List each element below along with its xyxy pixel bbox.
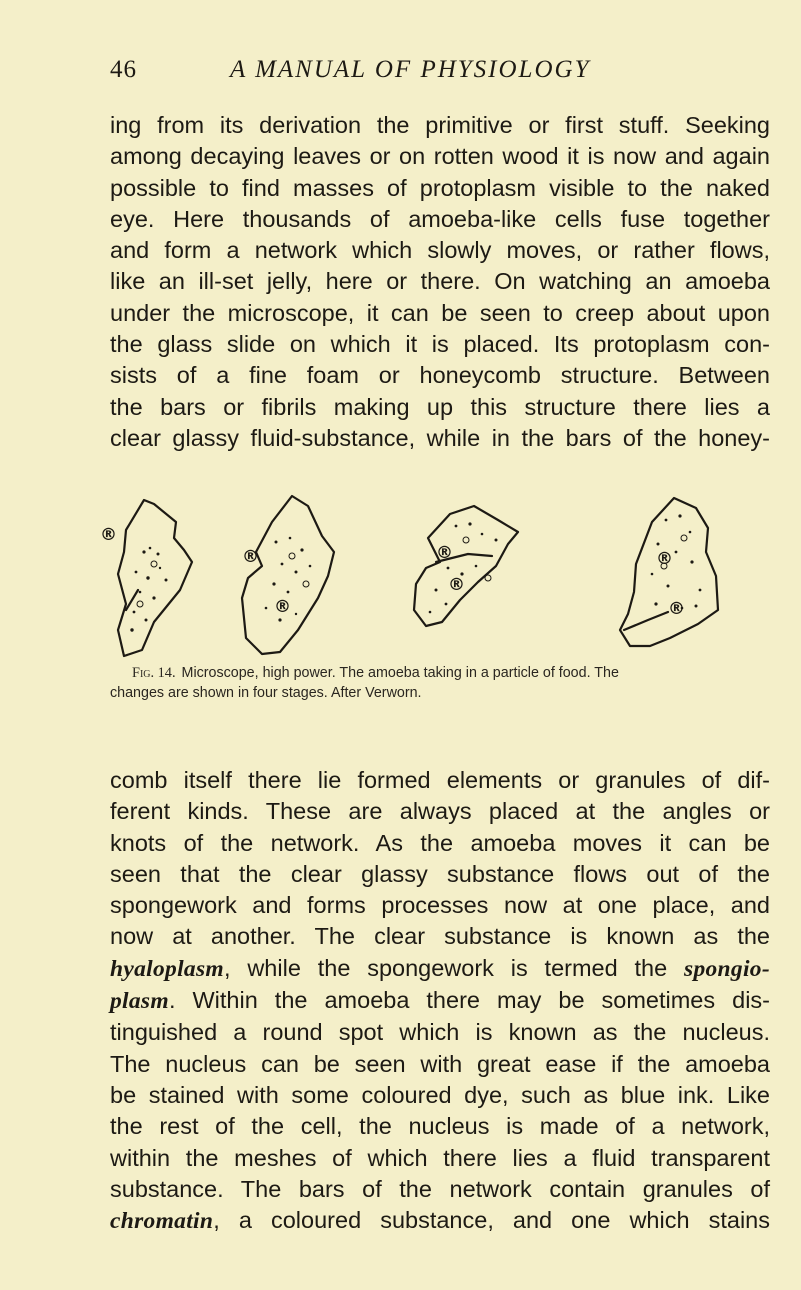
amoeba-outline-3 — [414, 506, 518, 626]
food-particle-icon: ® — [668, 599, 685, 619]
amoeba-stage-2 — [242, 496, 334, 654]
food-particle-icon: ® — [448, 575, 465, 595]
amoeba-outline-4 — [624, 612, 668, 630]
caption-line-1: Microscope, high power. The amoeba taking in a particle of food. The — [181, 665, 619, 681]
text-line: and form a network which slowly moves, or rather flows, — [110, 237, 770, 264]
text-line: possible to find masses of protoplasm visible to the naked — [110, 174, 770, 201]
amoeba-outline-1 — [118, 500, 192, 656]
text-line: sists of a fine foam or honeycomb structure. Between — [110, 362, 770, 389]
text-line: clear glassy fluid-substance, while in the bars of the honey- — [110, 424, 770, 451]
figure-caption — [110, 663, 770, 703]
amoeba-outline-4 — [620, 498, 718, 646]
text-line — [110, 953, 770, 985]
text-line — [110, 921, 770, 952]
food-particle-icon: ® — [242, 547, 259, 567]
granule-rings — [137, 535, 687, 607]
text-line — [110, 1143, 770, 1174]
running-head — [110, 56, 770, 92]
food-particle-icon: ® — [100, 525, 117, 545]
food-particle-icon: ® — [656, 549, 673, 569]
text-line — [110, 1205, 770, 1237]
paragraph-bottom — [110, 765, 770, 1237]
text-line — [110, 890, 770, 921]
text-line — [110, 765, 770, 796]
text-run: knots of the network. As the amoeba moves it can be — [110, 829, 770, 856]
text-run: The nucleus can be seen with great ease if the amoeba — [110, 1050, 770, 1077]
food-particle-icon: ® — [274, 597, 291, 617]
text-run: , while the spongework is termed the — [223, 954, 685, 981]
figure-label: Fig. 14. — [132, 665, 176, 681]
book-title: A MANUAL OF PHYSIOLOGY — [230, 56, 591, 83]
text-run: spongework and forms processes now at one place, and — [110, 892, 770, 919]
text-line: among decaying leaves or on rotten wood it is now and again — [110, 143, 770, 170]
text-run: substance. The bars of the network contain granules of — [110, 1175, 770, 1202]
italic-term: spongio- — [684, 955, 770, 982]
text-line — [110, 796, 770, 827]
text-run: comb itself there lie formed elements or granules of dif- — [110, 767, 770, 793]
text-run: within the meshes of which there lies a fluid transparent — [110, 1144, 770, 1171]
food-particle-icon: ® — [436, 543, 453, 563]
amoeba-stage-3 — [414, 506, 518, 626]
text-line: eye. Here thousands of amoeba-like cells fuse together — [110, 205, 770, 232]
text-line — [110, 1049, 770, 1080]
amoeba-stages-illustration — [96, 480, 776, 660]
text-run: tinguished a round spot which is known as the nucleus. — [110, 1019, 770, 1046]
text-line: ing from its derivation the primitive or first stuff. Seeking — [110, 112, 770, 138]
italic-term: hyaloplasm — [110, 955, 224, 982]
text-run: seen that the clear glassy substance flows out of the — [110, 860, 770, 887]
text-line — [110, 1080, 770, 1111]
amoeba-figure — [96, 480, 776, 660]
text-line — [110, 1174, 770, 1205]
text-run: , a coloured substance, and one which stains — [213, 1207, 770, 1234]
amoeba-stage-4 — [620, 498, 718, 646]
italic-term: plasm — [110, 988, 169, 1015]
text-line — [110, 828, 770, 859]
text-line: the bars or fibrils making up this structure there lies a — [110, 393, 770, 420]
caption-line-2: changes are shown in four stages. After Verworn. — [110, 685, 422, 701]
amoeba-stage-1 — [118, 500, 192, 656]
text-line: like an ill-set jelly, here or there. On watching an amoeba — [110, 268, 770, 295]
text-run: the rest of the cell, the nucleus is made of a network, — [110, 1113, 770, 1140]
text-run: . Within the amoeba there may be sometimes dis- — [168, 987, 770, 1014]
text-line — [110, 1017, 770, 1048]
text-run: ferent kinds. These are always placed at the angles or — [110, 798, 770, 825]
page-number: 46 — [110, 56, 137, 83]
amoeba-outline-1 — [126, 590, 138, 610]
text-line: the glass slide on which it is placed. Its protoplasm con- — [110, 331, 770, 358]
text-line — [110, 985, 770, 1017]
italic-term: chromatin — [110, 1208, 214, 1235]
paragraph-top — [110, 110, 770, 454]
text-line — [110, 859, 770, 890]
text-line — [110, 1111, 770, 1142]
text-run: now at another. The clear substance is known as the — [110, 923, 770, 950]
text-run: be stained with some coloured dye, such as blue ink. Like — [110, 1081, 770, 1108]
text-line: under the microscope, it can be seen to creep about upon — [110, 299, 770, 326]
amoeba-outline-2 — [242, 496, 334, 654]
